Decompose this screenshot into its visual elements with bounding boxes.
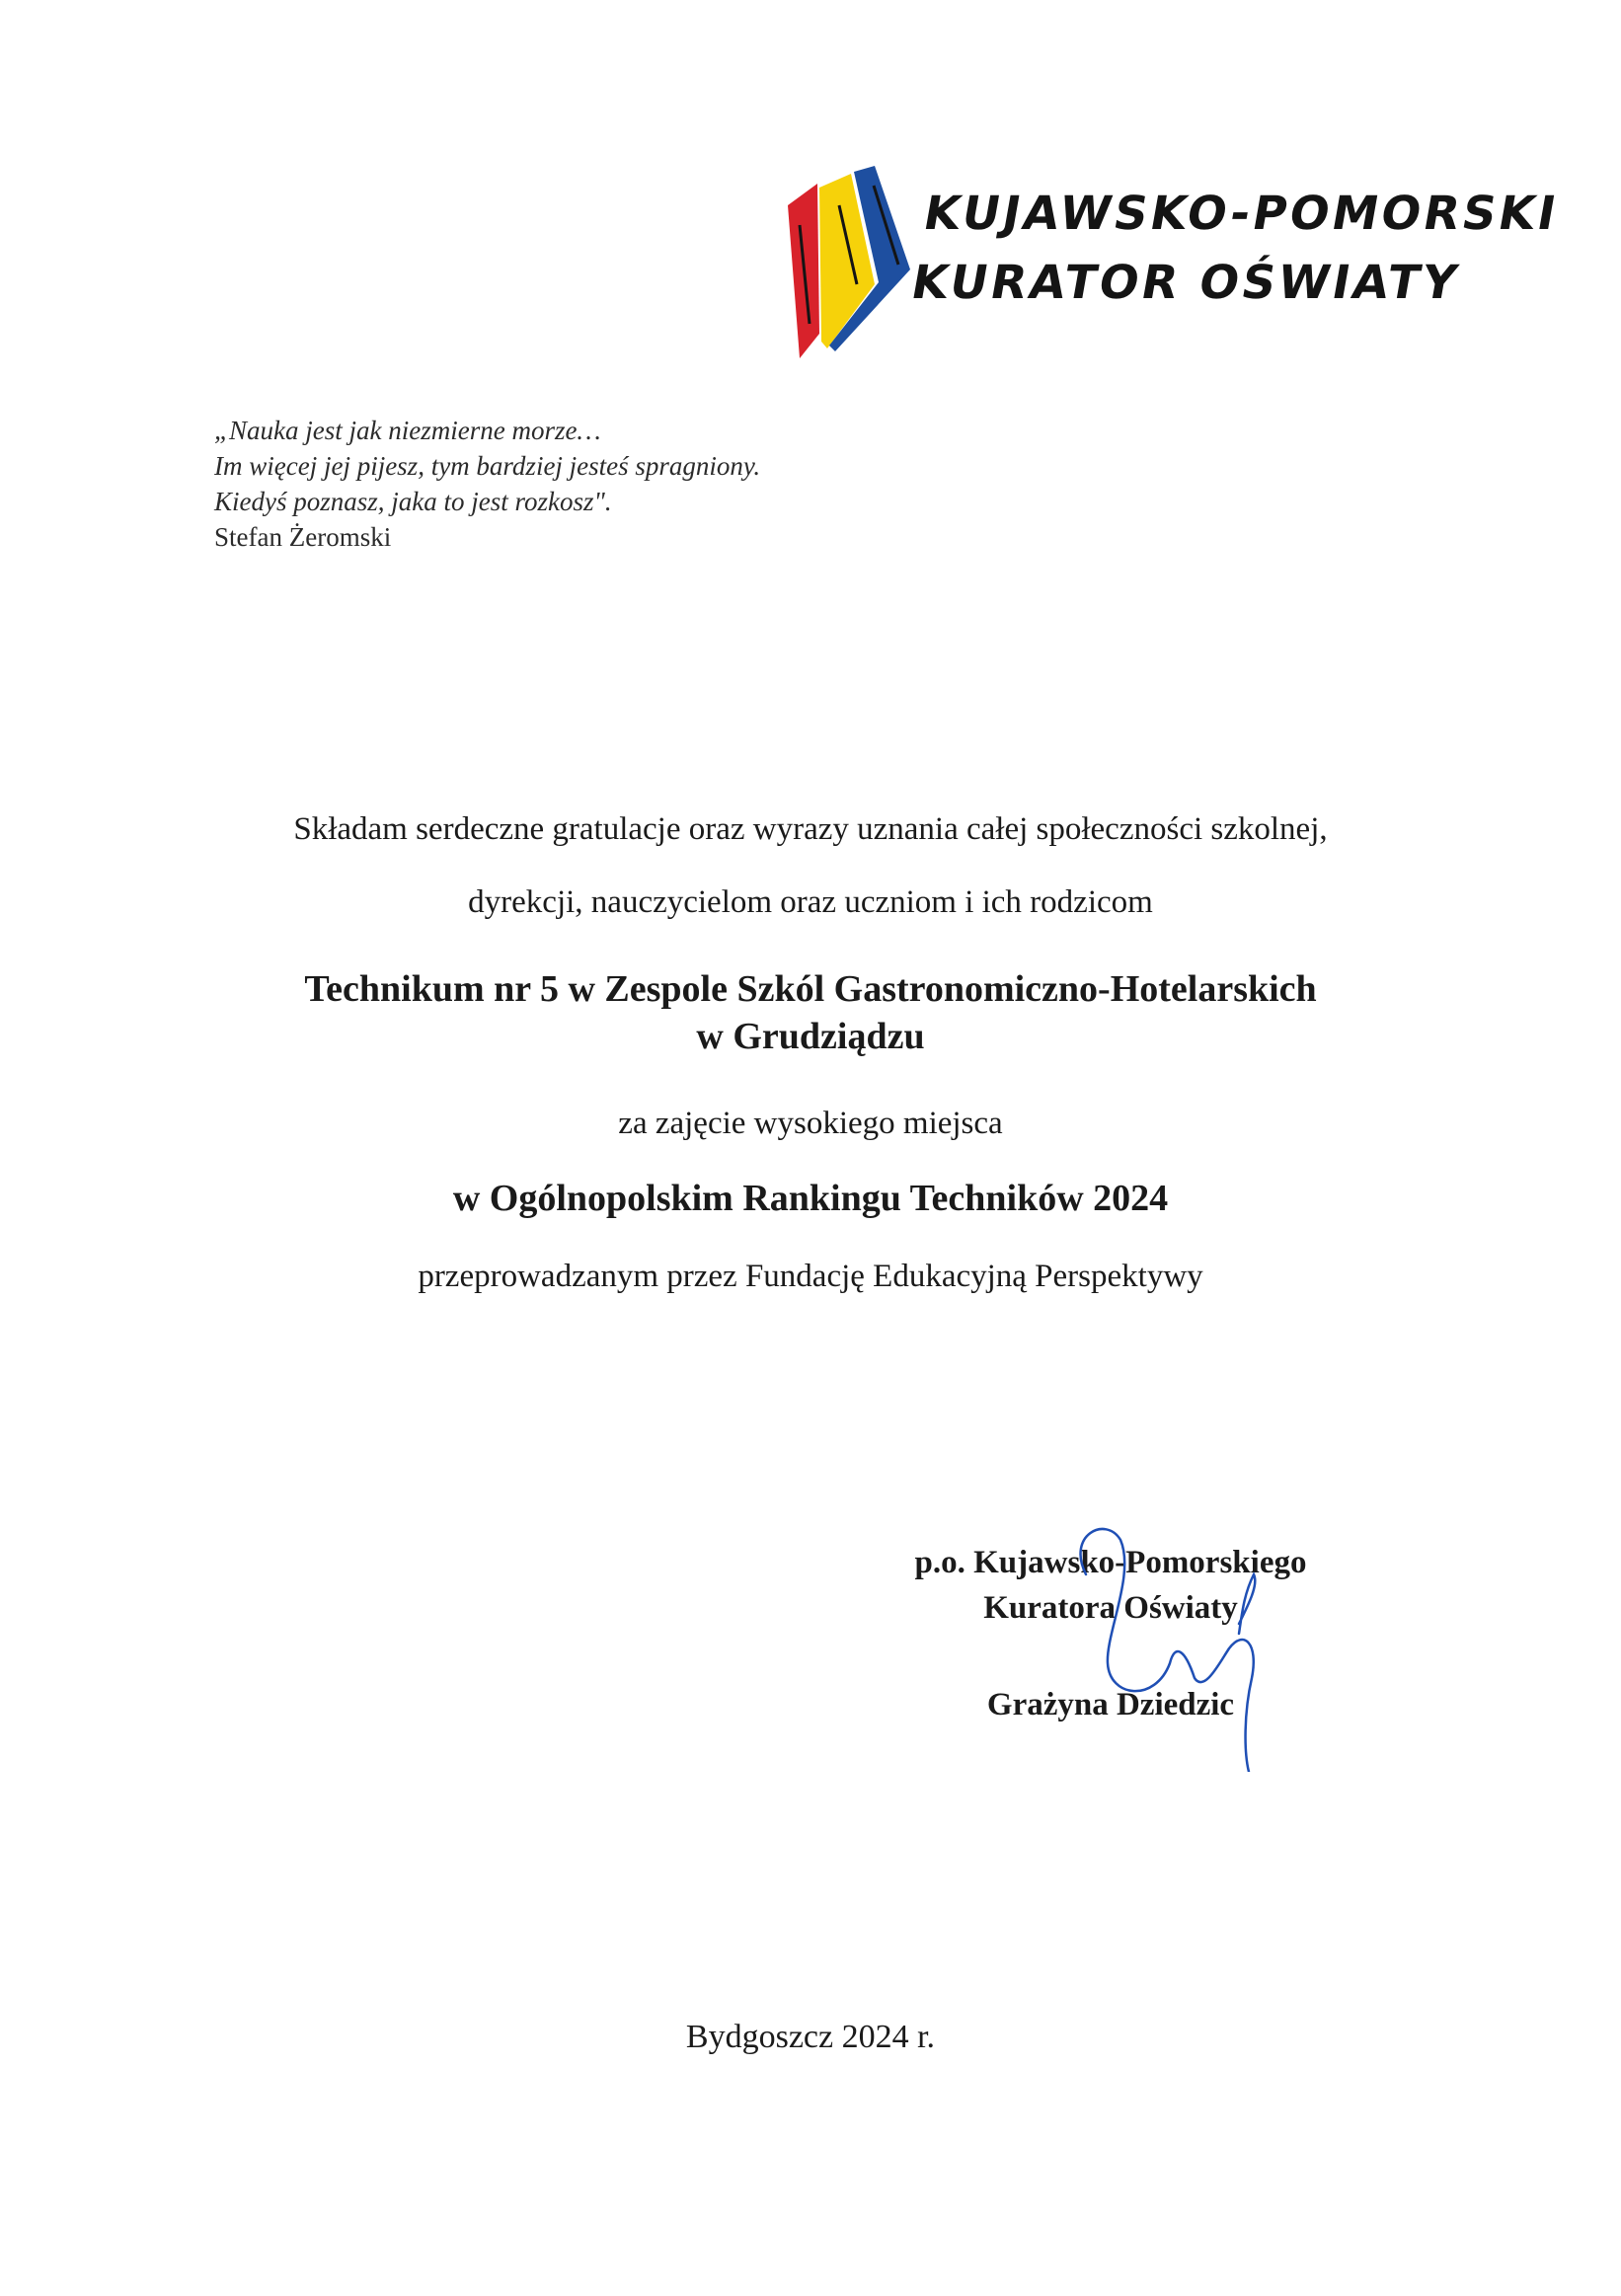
school-name xyxy=(0,965,1621,1060)
quote-line-1: „Nauka jest jak niezmierne morze… xyxy=(214,416,601,445)
organizer-line: przeprowadzanym przez Fundację Edukacyjną Perspektywy xyxy=(418,1259,1203,1294)
ranking-title: w Ogólnopolskim Rankingu Techników 2024 xyxy=(452,1178,1169,1219)
congratulations-line-1: Składam serdeczne gratulacje oraz wyrazy uznania całej społeczności szkolnej, xyxy=(293,811,1328,847)
signatory-title-1: p.o. Kujawsko-Pomorskiego xyxy=(914,1545,1307,1580)
quote-block xyxy=(214,413,760,555)
signatory-title-2: Kuratora Oświaty xyxy=(983,1590,1238,1626)
place-date: Bydgoszcz 2024 r. xyxy=(685,2019,936,2055)
logo-line-1: KUJAWSKO-POMORSKI xyxy=(919,187,1564,241)
logo-line-2: KURATOR OŚWIATY xyxy=(907,256,1464,310)
handwritten-signature xyxy=(1046,1515,1303,1772)
logo-text xyxy=(906,180,1565,318)
signatory-name: Grażyna Dziedzic xyxy=(986,1687,1235,1722)
books-logo-icon xyxy=(780,166,923,358)
school-name-line-2: w Grudziądzu xyxy=(696,1016,925,1057)
quote-author: Stefan Żeromski xyxy=(214,522,392,552)
school-name-line-1: Technikum nr 5 w Zespole Szkól Gastronomiczno-Hotelarskich xyxy=(304,968,1317,1010)
congratulations-line-2: dyrekcji, nauczycielom oraz uczniom i ich rodzicom xyxy=(468,884,1153,920)
quote-line-2: Im więcej jej pijesz, tym bardziej jesteś spragniony. xyxy=(214,451,761,481)
kurator-logo xyxy=(780,166,1564,363)
award-reason: za zajęcie wysokiego miejsca xyxy=(618,1106,1003,1141)
quote-line-3: Kiedyś poznasz, jaka to jest rozkosz". xyxy=(214,487,612,516)
